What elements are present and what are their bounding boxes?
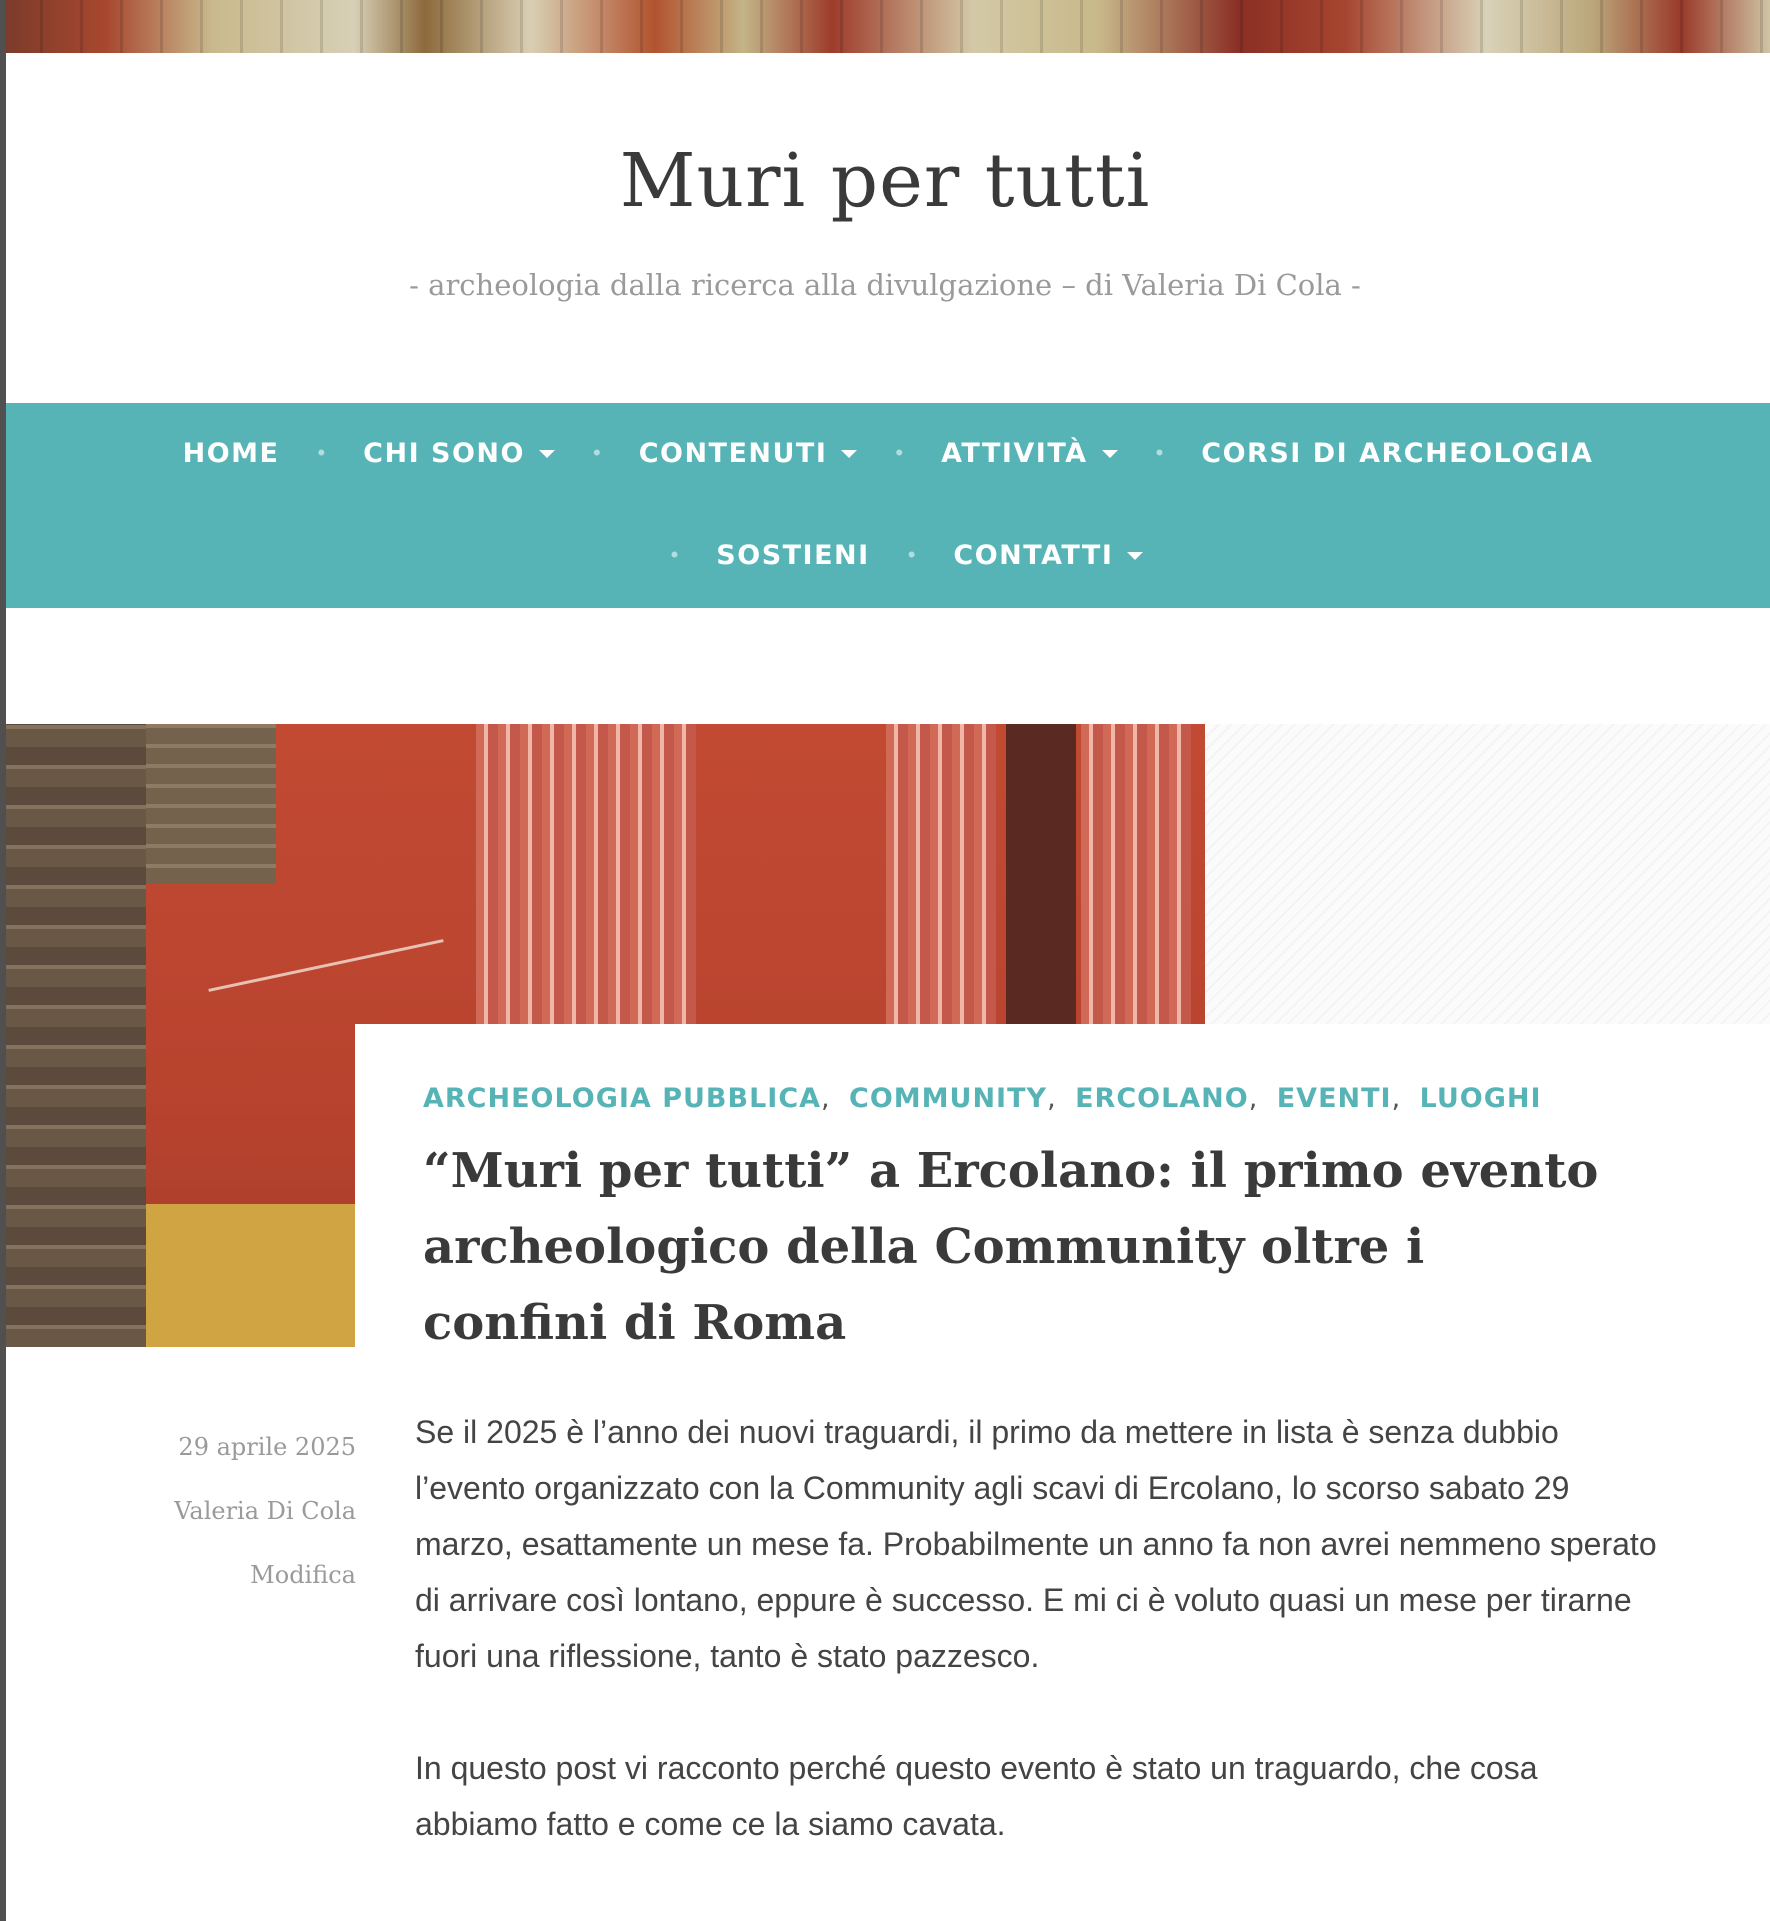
header-fresco-image [0,0,1770,53]
nav-separator-dot: • [317,440,326,465]
nav-row-1 [6,423,1770,483]
main-navigation [6,403,1770,608]
post-paragraph: Se il 2025 è l’anno dei nuovi traguardi, il primo da mettere in lista è senza dubbio l’evento organizzato con la Community agli scavi di Ercolano, lo scorso sabato 29 marzo, esattamente un mese fa. Probabilmente un anno fa non avrei nemmeno sperato di arrivare così lontano, eppure è successo. E mi ci è voluto quasi un mese per tirarne fuori una riflessione, tanto è stato pazzesco. [415,1414,1657,1674]
nav-separator-dot: • [895,440,904,465]
nav-item-contenuti[interactable] [639,438,858,469]
chevron-down-icon [539,450,555,458]
nav-item-label: HOME [182,437,280,469]
nav-item-label: CONTENUTI [638,437,828,469]
post-content [415,1404,1665,1908]
window-frame [0,0,6,1921]
category-link-ercolano[interactable]: ERCOLANO [1075,1083,1249,1114]
nav-item-corsi-di-archeologia[interactable] [1201,438,1593,469]
category-link-luoghi[interactable]: LUOGHI [1419,1083,1542,1114]
nav-item-label: ATTIVITÀ [941,437,1088,469]
featured-image-hatch-background [1205,724,1770,1024]
post-paragraph: In questo post vi racconto perché questo evento è stato un traguardo, che cosa abbiamo fatto e come ce la siamo cavata. [415,1750,1538,1842]
nav-item-label: SOSTIENI [716,539,870,571]
nav-item-contatti[interactable] [953,540,1143,571]
chevron-down-icon [1102,450,1118,458]
category-link-archeologia-pubblica[interactable]: ARCHEOLOGIA PUBBLICA [423,1083,822,1114]
site-tagline: - archeologia dalla ricerca alla divulgazione – di Valeria Di Cola - [409,268,1361,302]
nav-row-2 [6,525,1770,585]
nav-item-chi-sono[interactable] [363,438,555,469]
chevron-down-icon [841,450,857,458]
category-link-eventi[interactable]: EVENTI [1276,1083,1392,1114]
chevron-down-icon [1127,552,1143,560]
nav-separator-dot: • [907,542,916,567]
nav-item-home[interactable] [183,438,280,469]
site-title[interactable]: Muri per tutti [619,138,1151,224]
post-title: “Muri per tutti” a Ercolano: il primo evento archeologico della Community oltre i confini di Roma [423,1143,1599,1351]
nav-separator-dot: • [592,440,601,465]
post-date-link[interactable]: 29 aprile 2025 [178,1433,356,1461]
edit-post-link[interactable]: Modifica [250,1561,356,1589]
nav-item-label: CONTATTI [953,539,1114,571]
post-categories: ARCHEOLOGIA PUBBLICA, COMMUNITY, ERCOLANO, EVENTI, LUOGHI [423,1083,1542,1114]
post-meta [56,1415,356,1607]
nav-item-sostieni[interactable] [716,540,869,571]
nav-item-attivita[interactable] [941,438,1117,469]
nav-item-label: CHI SONO [363,437,525,469]
category-link-community[interactable]: COMMUNITY [849,1083,1048,1114]
nav-separator-dot: • [670,542,679,567]
nav-item-label: CORSI DI ARCHEOLOGIA [1201,437,1594,469]
nav-separator-dot: • [1155,440,1164,465]
post-author-link[interactable]: Valeria Di Cola [174,1497,356,1525]
